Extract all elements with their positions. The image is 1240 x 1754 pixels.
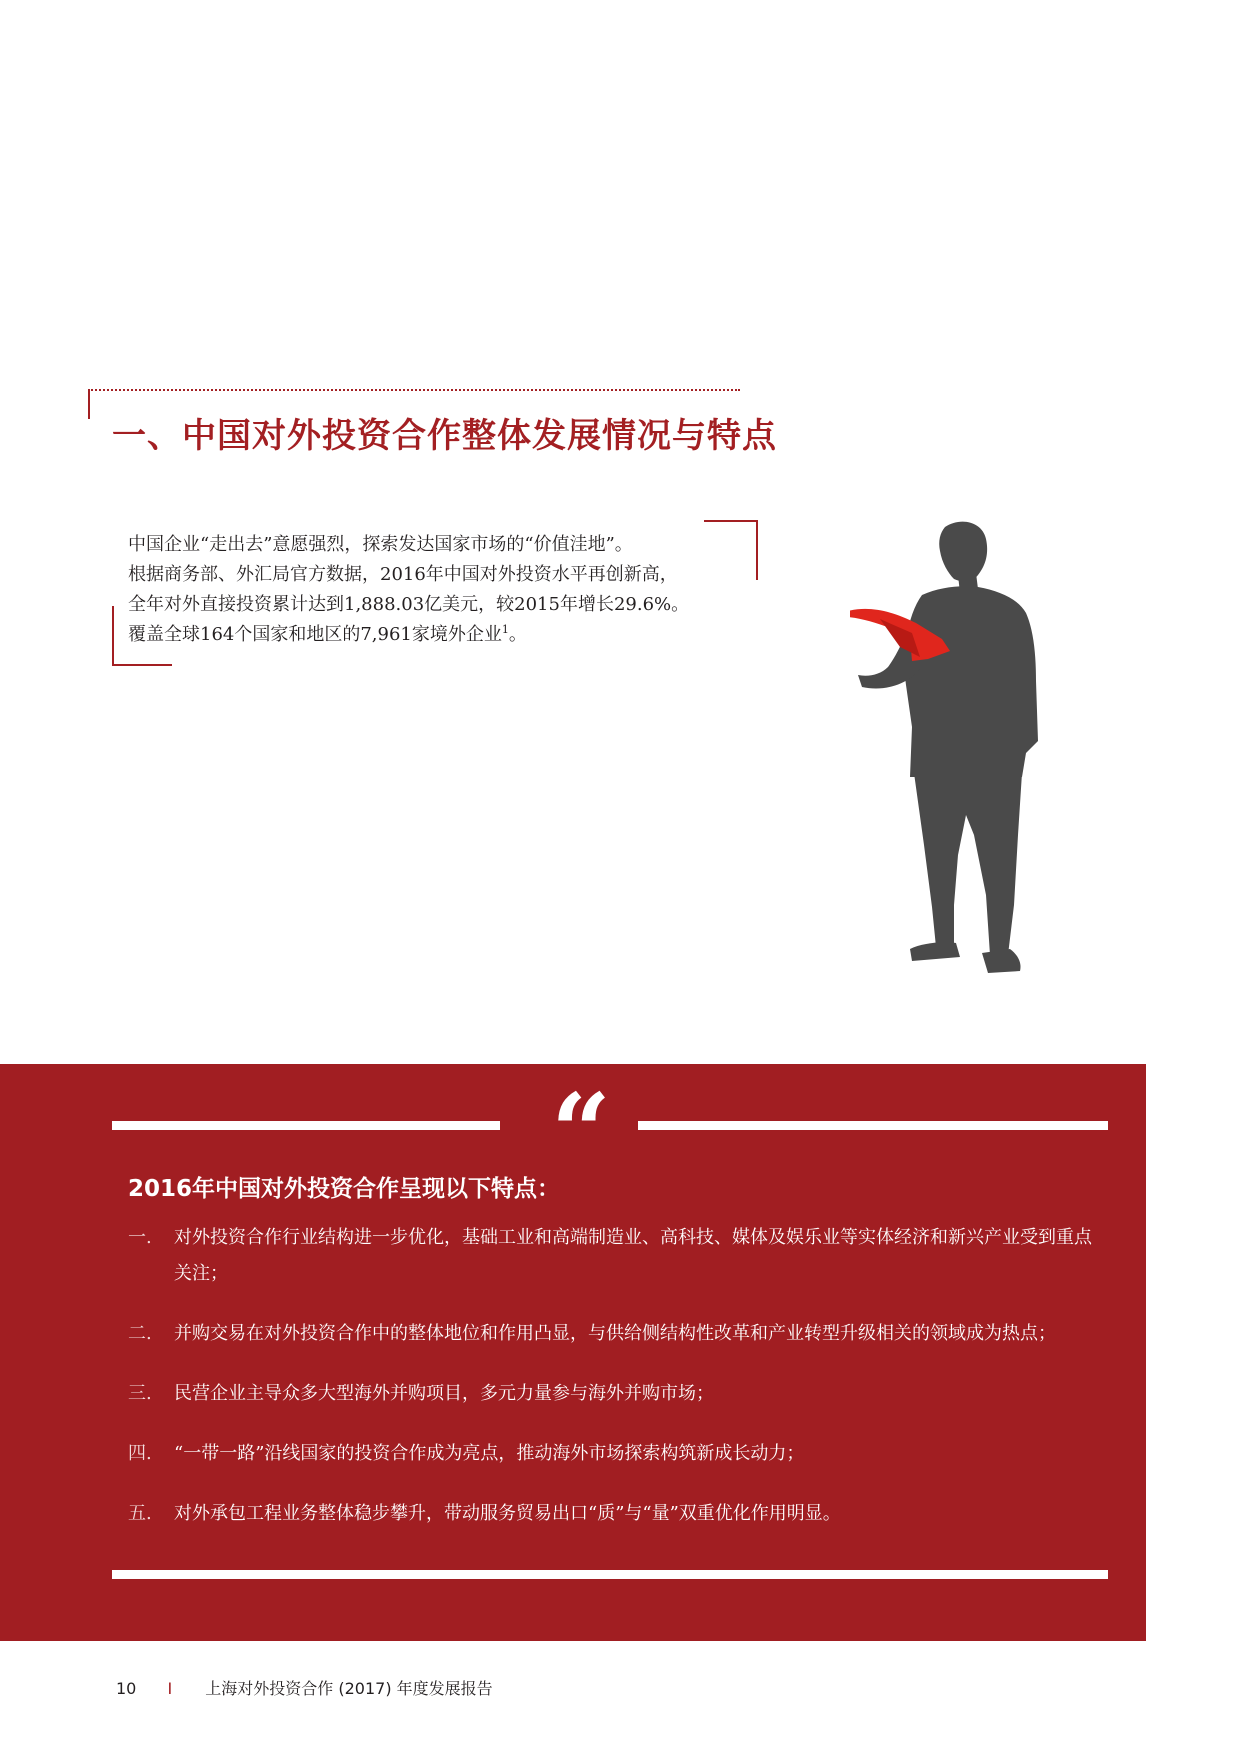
businessman-reading-illustration xyxy=(850,515,1080,985)
panel-heading: 2016年中国对外投资合作呈现以下特点： xyxy=(128,1176,561,1202)
feature-text: 并购交易在对外投资合作中的整体地位和作用凸显，与供给侧结构性改革和产业转型升级相关的领域成为热点； xyxy=(174,1323,1056,1344)
panel-rule-bottom xyxy=(112,1570,1108,1579)
man-silhouette xyxy=(858,522,1038,973)
feature-text: “一带一路”沿线国家的投资合作成为亮点，推动海外市场探索构筑新成长动力； xyxy=(174,1443,805,1464)
feature-item xyxy=(128,1316,1108,1352)
feature-item xyxy=(128,1436,1108,1472)
feature-number: 四. xyxy=(128,1443,152,1464)
features-list xyxy=(128,1220,1108,1556)
page-number: 10 xyxy=(116,1679,137,1698)
feature-number: 二. xyxy=(128,1323,152,1344)
feature-item xyxy=(128,1496,1108,1532)
panel-rule-top-right xyxy=(638,1121,1108,1130)
intro-line-text: 覆盖全球164个国家和地区的7,961家境外企业 xyxy=(128,624,502,645)
feature-number: 三. xyxy=(128,1383,152,1404)
feature-item xyxy=(128,1376,1108,1412)
footer-separator: I xyxy=(167,1679,173,1698)
intro-paragraph xyxy=(128,530,768,650)
feature-text: 民营企业主导众多大型海外并购项目，多元力量参与海外并购市场； xyxy=(174,1383,714,1404)
feature-item xyxy=(128,1220,1108,1292)
intro-line-last xyxy=(128,620,768,650)
page-footer xyxy=(116,1676,493,1699)
feature-number: 五. xyxy=(128,1503,152,1524)
feature-number: 一. xyxy=(128,1227,152,1248)
section-title: 一、中国对外投资合作整体发展情况与特点 xyxy=(112,416,777,456)
panel-rule-top-left xyxy=(112,1121,500,1130)
section-dotted-rule xyxy=(88,389,740,391)
report-title: 上海对外投资合作 (2017) 年度发展报告 xyxy=(205,1679,493,1698)
footnote-marker: 1 xyxy=(501,623,509,636)
feature-text: 对外承包工程业务整体稳步攀升，带动服务贸易出口“质”与“量”双重优化作用明显。 xyxy=(174,1503,841,1524)
section-rule-tick xyxy=(88,389,90,419)
intro-line: 全年对外直接投资累计达到1,888.03亿美元，较2015年增长29.6%。 xyxy=(128,594,690,615)
intro-line-end: 。 xyxy=(508,624,527,645)
intro-line: 根据商务部、外汇局官方数据，2016年中国对外投资水平再创新高， xyxy=(128,564,678,585)
intro-line: 中国企业“走出去”意愿强烈，探索发达国家市场的“价值洼地”。 xyxy=(128,534,633,555)
feature-text: 对外投资合作行业结构进一步优化，基础工业和高端制造业、高科技、媒体及娱乐业等实体经济和新兴产业受到重点关注； xyxy=(174,1227,1092,1284)
quote-mark-icon: “ xyxy=(551,1070,611,1193)
